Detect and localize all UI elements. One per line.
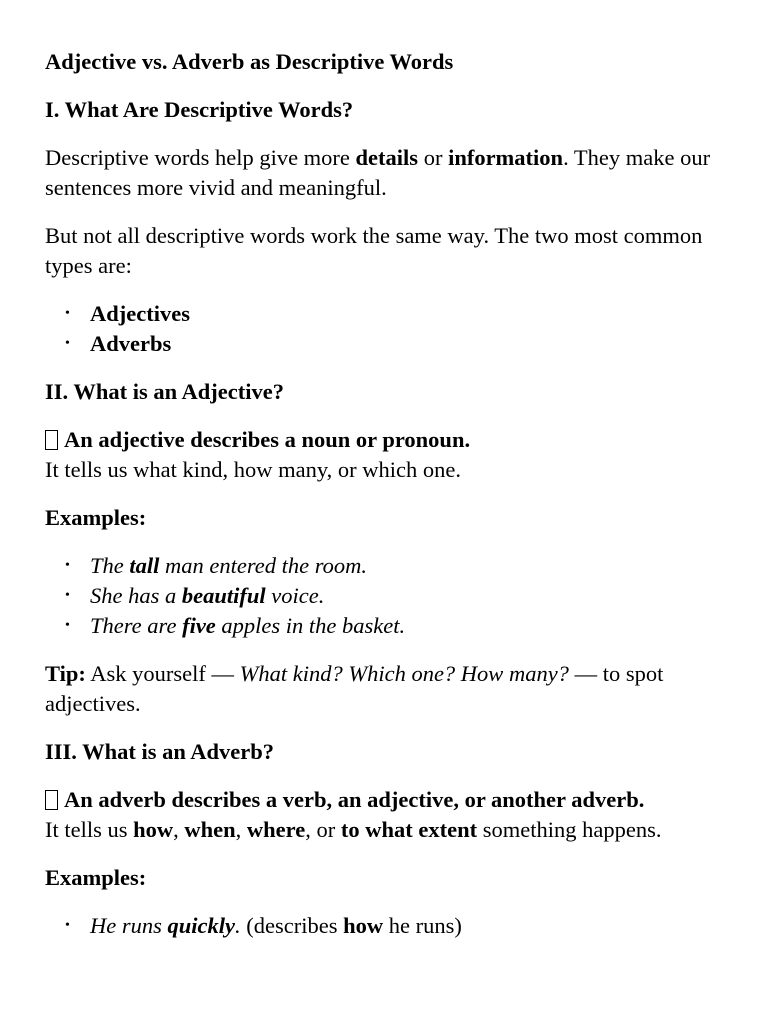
example-text-pre: He runs bbox=[90, 913, 168, 938]
adverb-detail-extent: to what extent bbox=[340, 817, 478, 842]
adjective-examples-list bbox=[45, 551, 723, 641]
example-keyword: quickly bbox=[167, 913, 235, 938]
tip-label: Tip: bbox=[45, 661, 86, 686]
adverb-definition: An adverb describes a verb, an adjective, or another adverb. bbox=[64, 787, 645, 812]
list-item bbox=[45, 329, 723, 359]
tip-text-a: Ask yourself — bbox=[85, 661, 240, 686]
bullet-icon: • bbox=[65, 306, 70, 321]
types-list bbox=[45, 299, 723, 359]
adverb-detail-sep1: , bbox=[173, 817, 185, 842]
adverb-detail-sep3: , or bbox=[305, 817, 341, 842]
bullet-icon: • bbox=[65, 558, 70, 573]
intro-text-a: Descriptive words help give more bbox=[45, 145, 356, 170]
adjective-definition: An adjective describes a noun or pronoun. bbox=[64, 427, 471, 452]
list-item-label: Adjectives bbox=[90, 301, 190, 326]
example-keyword: five bbox=[182, 613, 216, 638]
list-item bbox=[45, 581, 723, 611]
tip-questions: What kind? Which one? How many? bbox=[239, 661, 569, 686]
section-heading-adjective: II. What is an Adjective? bbox=[45, 379, 284, 404]
missing-glyph-icon bbox=[45, 430, 58, 450]
section-heading-adverb: III. What is an Adverb? bbox=[45, 739, 275, 764]
intro-bold-information: information bbox=[448, 145, 564, 170]
example-text-post: man entered the room. bbox=[159, 553, 368, 578]
list-item bbox=[45, 551, 723, 581]
example-keyword: beautiful bbox=[181, 583, 266, 608]
document-title: Adjective vs. Adverb as Descriptive Words bbox=[45, 49, 454, 74]
example-text-pre: She has a bbox=[90, 583, 182, 608]
adverb-examples-label: Examples: bbox=[45, 865, 147, 890]
adjective-examples-label: Examples: bbox=[45, 505, 147, 530]
example-note-a: (describes bbox=[240, 913, 344, 938]
example-text-post: . bbox=[235, 913, 241, 938]
list-item bbox=[45, 299, 723, 329]
list-item bbox=[45, 911, 723, 941]
types-paragraph: But not all descriptive words work the same way. The two most common types are: bbox=[45, 223, 703, 278]
adverb-detail-how: how bbox=[133, 817, 174, 842]
intro-paragraph bbox=[45, 143, 723, 203]
example-text-post: voice. bbox=[265, 583, 325, 608]
example-text-pre: There are bbox=[90, 613, 183, 638]
list-item bbox=[45, 611, 723, 641]
adverb-detail-when: when bbox=[184, 817, 236, 842]
example-keyword: tall bbox=[129, 553, 160, 578]
adverb-definition-block bbox=[45, 785, 723, 845]
example-text-pre: The bbox=[90, 553, 130, 578]
adjective-tip bbox=[45, 659, 723, 719]
adjective-definition-detail: It tells us what kind, how many, or which one. bbox=[45, 457, 461, 482]
example-text-post: apples in the basket. bbox=[215, 613, 406, 638]
missing-glyph-icon bbox=[45, 790, 58, 810]
bullet-icon: • bbox=[65, 336, 70, 351]
section-heading-descriptive-words: I. What Are Descriptive Words? bbox=[45, 97, 354, 122]
adverb-detail-where: where bbox=[246, 817, 306, 842]
intro-text-e: . They make our sentences more vivid and meaningful. bbox=[45, 145, 711, 200]
bullet-icon: • bbox=[65, 918, 70, 933]
adverb-examples-list bbox=[45, 911, 723, 941]
adjective-definition-block bbox=[45, 425, 723, 485]
example-note-c: he runs) bbox=[383, 913, 462, 938]
list-item-label: Adverbs bbox=[90, 331, 172, 356]
bullet-icon: • bbox=[65, 618, 70, 633]
example-note-how: how bbox=[343, 913, 384, 938]
intro-bold-details: details bbox=[355, 145, 419, 170]
adverb-detail-sep2: , bbox=[235, 817, 247, 842]
tip-text-b: — to spot adjectives. bbox=[45, 661, 664, 716]
adverb-detail-b: something happens. bbox=[477, 817, 662, 842]
intro-text-c: or bbox=[418, 145, 449, 170]
adverb-detail-a: It tells us bbox=[45, 817, 134, 842]
bullet-icon: • bbox=[65, 588, 70, 603]
